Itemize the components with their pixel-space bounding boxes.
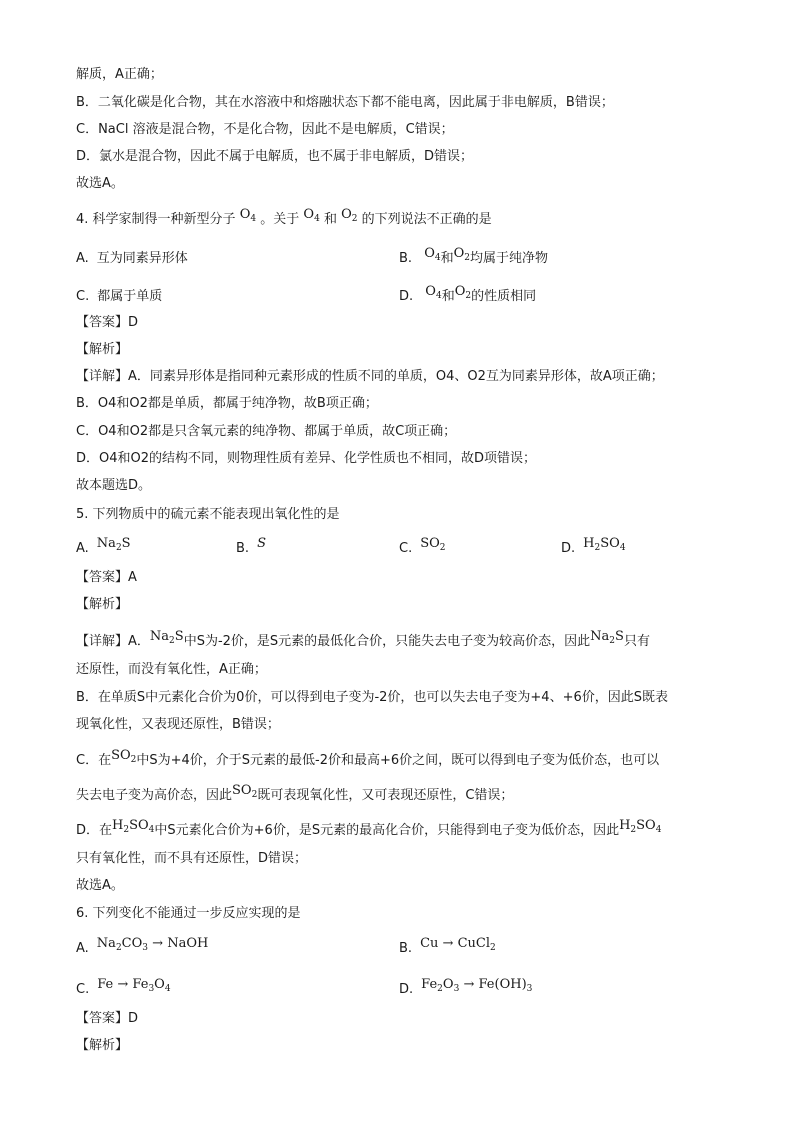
text-line: 解质，A正确；: [76, 67, 163, 82]
text-line: 还原性，而没有氧化性，A正确；: [76, 662, 267, 677]
option-b: B. Cu → CuCl$_2$: [399, 936, 496, 956]
text-line: 失去电子变为高价态，因此$SO_2$既可表现氧化性，又可表现还原性，C错误；: [76, 783, 514, 803]
analysis-label: 【解析】: [76, 597, 129, 612]
option-c: C. $Fe \to Fe_3O_4$: [76, 977, 171, 997]
text-line: B．在单质S中元素化合价为0价，可以得到电子变为-2价，也可以失去电子变为+4、+6价，因此S既表: [76, 690, 668, 705]
text-line: D．氯水是混合物，因此不属于电解质，也不属于非电解质，D错误；: [76, 149, 474, 164]
answer-5: 【答案】A: [76, 570, 137, 585]
text-line: C．O4和O2都是只含氧元素的纯净物、都属于单质，故C项正确；: [76, 424, 457, 439]
option-d: D. $Fe_2O_3 \to Fe(OH)_3$: [399, 977, 533, 997]
option-b: B. $O_4$和$O_2$均属于纯净物: [399, 246, 549, 266]
question-5: 5. 下列物质中的硫元素不能表现出氧化性的是: [76, 507, 340, 522]
analysis-label: 【解析】: [76, 342, 129, 357]
text-line: 现氧化性，又表现还原性，B错误；: [76, 717, 280, 732]
option-d: D. $O_4$和$O_2$的性质相同: [399, 284, 537, 304]
option-a: A. $Na_2S$: [76, 536, 131, 556]
text-line: 【详解】A．$Na_2S$中S为-2价，是S元素的最低化合价，只能失去电子变为较高价态，因此$Na_2S$只有: [76, 629, 650, 649]
text-line: 只有氧化性，而不具有还原性，D错误；: [76, 851, 308, 866]
option-b: B. S: [236, 536, 266, 556]
question-6: 6. 下列变化不能通过一步反应实现的是: [76, 906, 301, 921]
text-line: C．NaCl 溶液是混合物，不是化合物，因此不是电解质，C错误；: [76, 122, 454, 137]
text-line: D．O4和O2的结构不同，则物理性质有差异、化学性质也不相同，故D项错误；: [76, 451, 537, 466]
text-line: 【详解】A．同素异形体是指同种元素形成的性质不同的单质，O4、O2互为同素异形体，故A项正确；: [76, 369, 664, 384]
text-line: C．在$SO_2$中S为+4价，介于S元素的最低-2价和最高+6价之间，既可以得到电子变为低价态，也可以: [76, 748, 660, 768]
question-4: 4. 科学家制得一种新型分子 $O_4$ 。关于 $O_4$ 和 $O_2$ 的下列说法不正确的是: [76, 207, 492, 227]
option-c: C. 都属于单质: [76, 289, 163, 304]
formula-o4: $O_4$: [303, 207, 320, 224]
text-line: 故选A。: [76, 878, 124, 893]
formula-o2: $O_2$: [341, 207, 358, 224]
option-a: A. 互为同素异形体: [76, 251, 188, 266]
analysis-label: 【解析】: [76, 1038, 129, 1053]
formula-o4: $O_4$: [239, 207, 257, 224]
answer-4: 【答案】D: [76, 315, 139, 330]
text-line: 故选A。: [76, 176, 124, 191]
text-line: D．在$H_2SO_4$中S元素化合价为+6价，是S元素的最高化合价，只能得到电子变为低价态，因此$H_2SO_4$: [76, 818, 662, 838]
option-d: D. $H_2SO_4$: [561, 536, 626, 556]
answer-6: 【答案】D: [76, 1011, 139, 1026]
text-line: B．二氧化碳是化合物，其在水溶液中和熔融状态下都不能电离，因此属于非电解质，B错误；: [76, 95, 614, 110]
text-line: B．O4和O2都是单质，都属于纯净物，故B项正确；: [76, 396, 378, 411]
option-c: C. $SO_2$: [399, 536, 446, 556]
text-line: 故本题选D。: [76, 478, 152, 493]
option-a: A. $Na_2CO_3$ → NaOH: [76, 936, 209, 956]
